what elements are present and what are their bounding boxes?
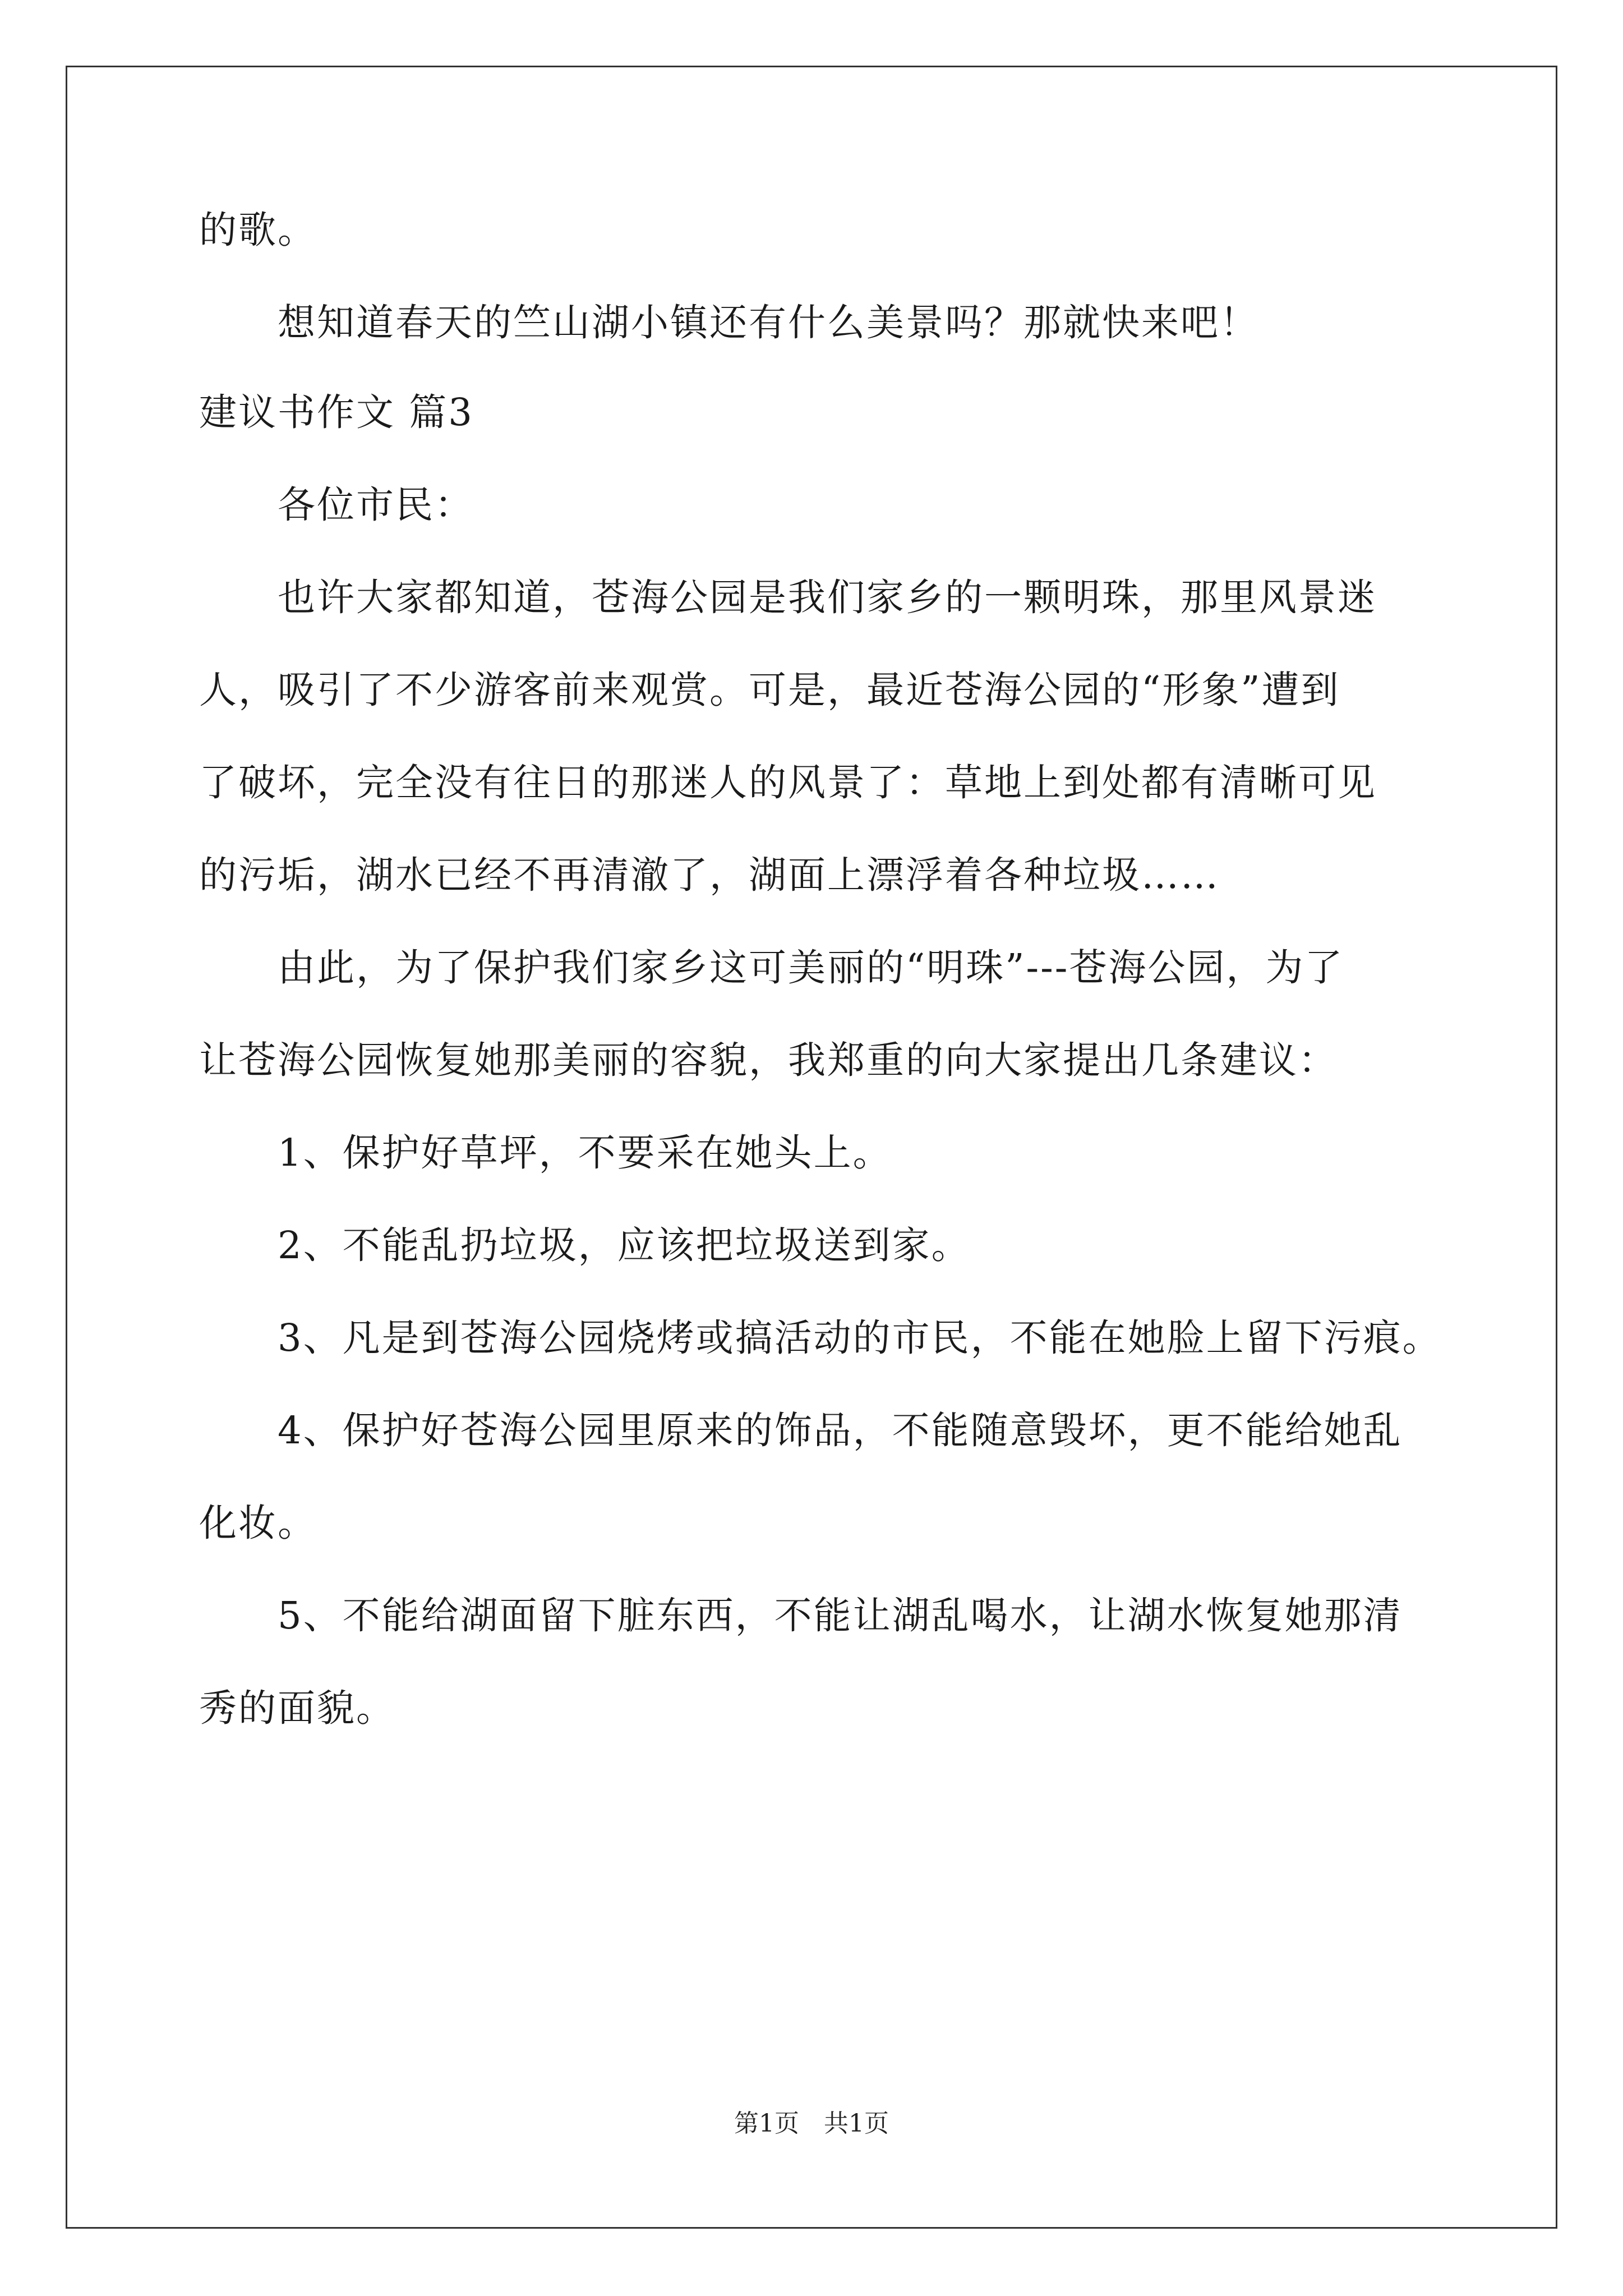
salutation: 各位市民： bbox=[199, 483, 474, 527]
suggestion-5: 5、不能给湖面留下脏东西，不能让湖乱喝水，让湖水恢复她那清 bbox=[199, 1594, 1403, 1637]
suggestion-4: 4、保护好苍海公园里原来的饰品，不能随意毁坏，更不能给她乱 bbox=[199, 1409, 1403, 1452]
text-line-2: 想知道春天的竺山湖小镇还有什么美景吗？那就快来吧！ bbox=[199, 301, 1259, 344]
text-line-10: 让苍海公园恢复她那美丽的容貌，我郑重的向大家提出几条建议： bbox=[199, 1038, 1338, 1082]
text-line-9: 由此，为了保护我们家乡这可美丽的“明珠”---苍海公园，为了 bbox=[199, 946, 1344, 990]
text-line-1: 的歌。 bbox=[199, 208, 317, 252]
suggestion-1: 1、保护好草坪，不要采在她头上。 bbox=[199, 1131, 892, 1175]
suggestion-3: 3、凡是到苍海公园烧烤或搞活动的市民，不能在她脸上留下污痕。 bbox=[199, 1316, 1442, 1360]
text-line-5: 也许大家都知道，苍海公园是我们家乡的一颗明珠，那里风景迷 bbox=[199, 576, 1377, 619]
suggestion-4-cont: 化妆。 bbox=[199, 1501, 317, 1545]
text-line-8: 的污垢，湖水已经不再清澈了，湖面上漂浮着各种垃圾…… bbox=[199, 853, 1220, 897]
text-line-7: 了破坏，完全没有往日的那迷人的风景了：草地上到处都有清晰可见 bbox=[199, 761, 1377, 804]
suggestion-2: 2、不能乱扔垃圾，应该把垃圾送到家。 bbox=[199, 1223, 971, 1267]
section-heading: 建议书作文 篇3 bbox=[199, 390, 474, 434]
page-footer: 第1页 共1页 bbox=[734, 2109, 889, 2138]
text-line-6: 人，吸引了不少游客前来观赏。可是，最近苍海公园的“形象”遭到 bbox=[199, 668, 1340, 712]
suggestion-5-cont: 秀的面貌。 bbox=[199, 1686, 395, 1730]
